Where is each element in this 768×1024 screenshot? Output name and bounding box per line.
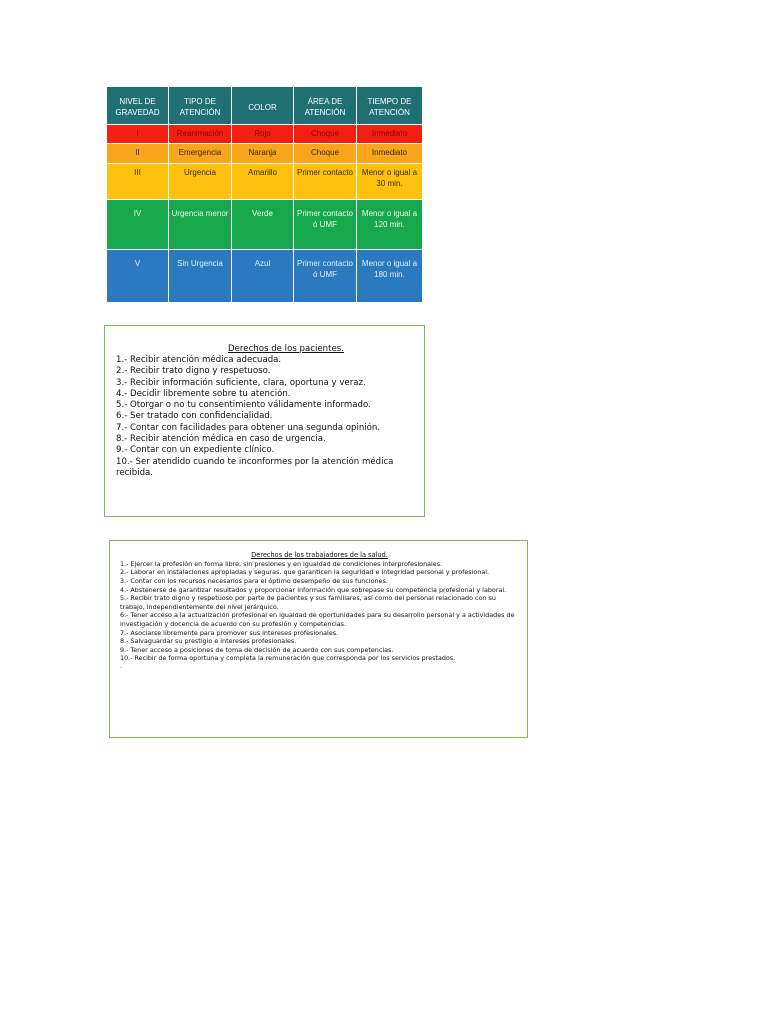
list-item: 5.- Recibir trato digno y respetuoso por parte de pacientes y sus familiares, así como del personal relacionado con su trabajo, independientemente del nivel jerárquico. [120, 594, 496, 611]
list-item: 2.- Laborar en instalaciones apropiadas y seguras, que garanticen la seguridad e integridad personal y profesional. [120, 568, 490, 577]
cell-nivel: IV [107, 200, 169, 250]
cell-nivel: I [107, 125, 169, 144]
patients-rights-box [104, 325, 425, 517]
patients-rights-title: Derechos de los pacientes. [228, 344, 344, 354]
header-tiempo: TIEMPO DE ATENCIÓN [357, 87, 423, 125]
triage-header-row [107, 87, 423, 125]
cell-nivel: III [107, 164, 169, 200]
cell-area: Choque [294, 125, 357, 144]
cell-area: Choque [294, 144, 357, 164]
list-item: 4.- Abstenerse de garantizar resultados y proporcionar información que sobrepase su competencia profesional y laboral. [120, 585, 507, 594]
cell-tipo: Reanimación [169, 125, 232, 144]
cell-tiempo: Inmediato [357, 144, 423, 164]
cell-tiempo: Menor o igual a 180 min. [357, 250, 423, 303]
list-item: 1.- Ejercer la profesión en forma libre, sin presiones y en igualdad de condiciones interprofesionales. [120, 559, 443, 568]
patients-rights-list [116, 355, 416, 479]
cell-tipo: Sin Urgencia [169, 250, 232, 303]
list-item: 4.- Decidir libremente sobre tu atención. [116, 388, 291, 399]
list-item: 9.- Tener acceso a posiciones de toma de decisión de acuerdo con sus competencias. [120, 645, 394, 654]
list-item: 1.- Recibir atención médica adecuada. [116, 355, 282, 365]
list-item: 7.- Asociarse libremente para promover sus intereses profesionales. [120, 628, 339, 637]
cell-area: Primer contacto ó UMF [294, 200, 357, 250]
triage-row [107, 125, 423, 144]
list-item: 7.- Contar con facilidades para obtener una segunda opinión. [116, 422, 381, 433]
header-color: COLOR [232, 87, 294, 125]
cell-tiempo: Menor o igual a 120 min. [357, 200, 423, 250]
list-item: 8.- Recibir atención médica en caso de urgencia. [116, 434, 326, 445]
list-item: 6.- Ser tratado con confidencialidad. [116, 411, 273, 422]
triage-row [107, 144, 423, 164]
workers-rights-title: Derechos de los trabajadores de la salud. [251, 551, 388, 559]
triage-row [107, 164, 423, 200]
cell-color: Rojo [232, 125, 294, 144]
cell-color: Naranja [232, 144, 294, 164]
list-item: 2.- Recibir trato digno y respetuoso. [116, 366, 271, 377]
cell-color: Azul [232, 250, 294, 303]
list-item: 8.- Salvaguardar su prestigio e intereses profesionales. [120, 637, 297, 646]
cell-tiempo: Inmediato [357, 125, 423, 144]
list-item: 5.- Otorgar o no tu consentimiento válidamente informado. [116, 400, 371, 411]
list-item: 6.- Tener acceso a la actualización profesional en igualdad de oportunidades para su desarrollo personal y a actividades de investigación y docencia de acuerdo con su profesión y competencias. [120, 611, 515, 628]
triage-row [107, 200, 423, 250]
list-item: 10.- Recibir de forma oportuna y completa la remuneración que corresponda por los servicios prestados. [120, 654, 456, 663]
cell-area: Primer contacto ó UMF [294, 250, 357, 303]
triage-table [106, 86, 423, 303]
header-tipo: TIPO DE ATENCIÓN [169, 87, 232, 125]
cell-color: Amarillo [232, 164, 294, 200]
cell-tipo: Emergencia [169, 144, 232, 164]
list-item: 9.- Contar con un expediente clínico. [116, 445, 275, 456]
list-item: 10.- Ser atendido cuando te inconformes por la atención médica recibida. [116, 456, 394, 478]
workers-rights-list [120, 560, 519, 663]
cell-area: Primer contacto [294, 164, 357, 200]
list-item: 3.- Recibir información suficiente, clara, oportuna y veraz. [116, 377, 366, 388]
header-nivel: NIVEL DE GRAVEDAD [107, 87, 169, 125]
cell-nivel: V [107, 250, 169, 303]
cell-tiempo: Menor o igual a 30 min. [357, 164, 423, 200]
cell-color: Verde [232, 200, 294, 250]
cell-tipo: Urgencia [169, 164, 232, 200]
trailing-mark: . [120, 661, 123, 670]
cell-nivel: II [107, 144, 169, 164]
header-area: ÁREA DE ATENCIÓN [294, 87, 357, 125]
workers-rights-box [109, 540, 528, 738]
triage-row [107, 250, 423, 303]
cell-tipo: Urgencia menor [169, 200, 232, 250]
list-item: 3.- Contar con los recursos necesarios para el óptimo desempeño de sus funciones. [120, 576, 388, 585]
